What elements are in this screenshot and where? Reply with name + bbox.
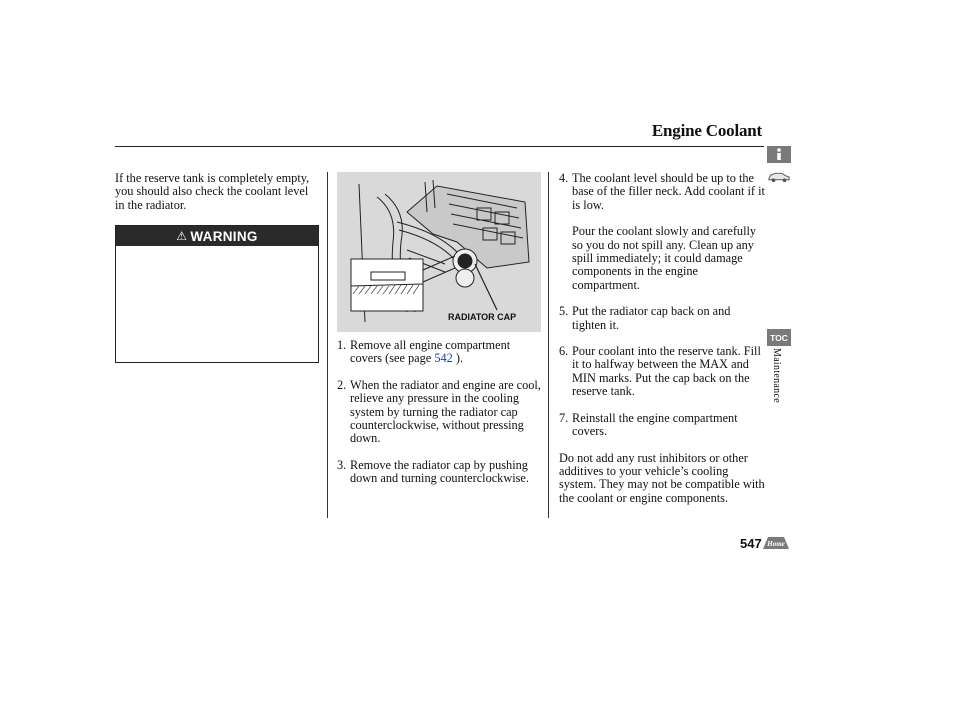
radiator-cap-illustration bbox=[337, 172, 541, 332]
title-divider bbox=[115, 146, 764, 147]
step-item bbox=[337, 339, 541, 366]
toc-button[interactable]: TOC bbox=[767, 329, 791, 346]
home-button[interactable] bbox=[762, 534, 790, 550]
figure-callout-label: RADIATOR CAP bbox=[448, 312, 517, 322]
step-text: Pour coolant into the reserve tank. Fill it to halfway between the MAX and MIN marks. Put the cap back on the reserve tank. bbox=[572, 344, 761, 399]
step-item bbox=[559, 345, 765, 399]
step-item bbox=[559, 172, 765, 212]
step-number: 4. bbox=[559, 171, 569, 185]
step-text: When the radiator and engine are cool, relieve any pressure in the cooling system by turning the radiator cap counterclockwise, without pressing down. bbox=[350, 377, 541, 446]
info-glyph bbox=[774, 148, 784, 161]
engine-illustration bbox=[337, 172, 541, 332]
page-number: 547 bbox=[740, 536, 762, 551]
step-item bbox=[337, 459, 541, 486]
step-number: 7. bbox=[559, 410, 569, 425]
page-title: Engine Coolant bbox=[651, 121, 762, 140]
step-text: Remove all engine compartment covers (see page bbox=[350, 338, 511, 366]
section-label: Maintenance bbox=[771, 348, 782, 403]
warning-triangle-icon: ⚠ bbox=[176, 229, 188, 243]
step-number: 2. bbox=[337, 377, 347, 392]
home-label: Home bbox=[767, 540, 785, 548]
step-item bbox=[559, 412, 765, 439]
warning-box bbox=[115, 225, 319, 363]
step-text: Put the radiator cap back on and tighten it. bbox=[572, 304, 731, 332]
step-item bbox=[559, 305, 765, 332]
step-item bbox=[337, 379, 541, 446]
step-number: 5. bbox=[559, 304, 569, 319]
intro-paragraph: If the reserve tank is completely empty, you should also check the coolant level in the radiator. bbox=[115, 171, 310, 212]
step-text: Remove the radiator cap by pushing down and turning counterclockwise. bbox=[350, 457, 529, 486]
steps-column-3 bbox=[559, 172, 765, 505]
step-note: Pour the coolant slowly and carefully so you do not spill any. Clean up any spill immediately; it could damage components in the engine compartment. bbox=[572, 224, 757, 292]
info-icon[interactable] bbox=[767, 146, 791, 163]
step-text-end: ). bbox=[452, 351, 464, 366]
warning-header bbox=[116, 226, 318, 246]
column-divider bbox=[548, 172, 549, 518]
car-glyph bbox=[767, 170, 791, 184]
steps-column-2 bbox=[337, 339, 541, 499]
step-number: 1. bbox=[337, 338, 347, 352]
warning-label: WARNING bbox=[190, 228, 258, 244]
home-icon bbox=[762, 534, 790, 550]
page-link[interactable]: 542 bbox=[434, 351, 453, 366]
step-number: 3. bbox=[337, 457, 347, 472]
step-number: 6. bbox=[559, 344, 569, 359]
car-icon[interactable] bbox=[767, 168, 791, 185]
caution-paragraph: Do not add any rust inhibitors or other additives to your vehicle’s cooling system. They may not be compatible with the coolant or engine components. bbox=[559, 450, 765, 505]
column-divider bbox=[327, 172, 328, 518]
step-text: The coolant level should be up to the base of the filler neck. Add coolant if it is low. bbox=[572, 171, 765, 212]
step-text: Reinstall the engine compartment covers. bbox=[572, 410, 738, 439]
